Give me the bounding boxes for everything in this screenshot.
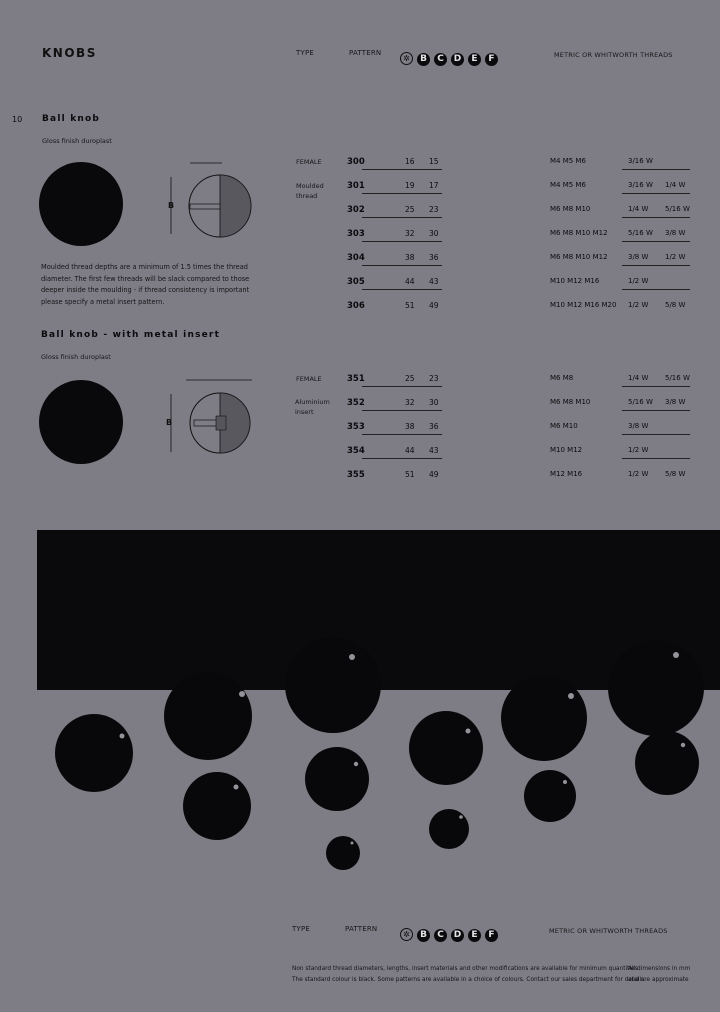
type-female-label: FEMALE — [296, 375, 322, 383]
section-subtitle: Gloss finish duroplast — [41, 353, 111, 361]
table-row: 355 51 49 M12 M16 1/2 W 5/8 W — [347, 470, 686, 480]
table-row: 300 16 15 M4 M5 M6 3/16 W — [292, 157, 692, 171]
table-row: 353 38 36 M6 M10 3/8 W — [292, 422, 692, 436]
circle-letter-e: E — [468, 929, 481, 942]
gear-icon: ✲ — [400, 52, 413, 65]
circle-letter-c: C — [434, 53, 447, 66]
circle-letter-f: F — [485, 929, 498, 942]
gear-icon: ✲ — [400, 928, 413, 941]
thread-depth-note: Moulded thread depths are a minimum of 1.5 times the thread diameter. The first few threads will be slack compared to those deeper inside the moulding - if thread consistency is important please specify a metal insert pattern. — [41, 263, 250, 306]
table-row: 351 25 23 M6 M8 1/4 W 5/16 W — [292, 374, 692, 388]
table-row: 306 51 49 M10 M12 M16 M20 1/2 W 5/8 W — [347, 301, 686, 311]
table-row: 304 38 36 M6 M8 M10 M12 3/8 W 1/2 W — [292, 253, 692, 267]
page-number: 10 — [12, 115, 23, 124]
circle-letter-d: D — [451, 53, 464, 66]
circle-letter-d: D — [451, 929, 464, 942]
threads-column-label: METRIC OR WHITWORTH THREADS — [554, 51, 673, 59]
dimension-label: B — [168, 201, 175, 210]
circle-letter-e: E — [468, 53, 481, 66]
table-row: 354 44 43 M10 M12 1/2 W — [292, 446, 692, 460]
type-female-label: FEMALE — [296, 158, 322, 166]
ball-knobs-photo — [0, 600, 720, 880]
ball-knob-image — [39, 162, 123, 246]
footer-threads-label: METRIC OR WHITWORTH THREADS — [549, 927, 668, 935]
section-title: Ball knob — [42, 114, 101, 124]
table-row: 352 32 30 M6 M8 M10 5/16 W 3/8 W — [292, 398, 692, 412]
dimension-label: B — [166, 418, 173, 427]
footer-pattern-label: PATTERN — [345, 925, 378, 933]
footer-type-label: TYPE — [292, 925, 310, 933]
footer-note-line1: Non standard thread diameters, lengths, insert materials and other modifications are available for minimum quantities. — [292, 966, 640, 972]
ball-knob-insert-diagram — [160, 372, 260, 457]
insert-type-label: Moulded thread — [296, 182, 324, 200]
section-title: Ball knob - with metal insert — [41, 330, 221, 340]
pattern-column-label: PATTERN — [349, 49, 382, 57]
circle-letter-c: C — [434, 929, 447, 942]
table-row: 303 32 30 M6 M8 M10 M12 5/16 W 3/8 W — [292, 229, 692, 243]
page-title: KNOBS — [42, 46, 97, 60]
footer-thread-type-icons — [400, 922, 502, 942]
table-row: 305 44 43 M10 M12 M16 1/2 W — [292, 277, 692, 291]
footer-note-line2: The standard colour is black. Some patterns are available in a choice of colours. Contact our sales department for details. — [292, 977, 646, 983]
ball-knob-diagram — [160, 155, 260, 240]
table-row: 302 25 23 M6 M8 M10 1/4 W 5/16 W — [292, 205, 692, 219]
insert-type-label: Aluminium insert — [295, 398, 330, 416]
table-row: 301 19 17 M4 M5 M6 3/16 W 1/4 W — [292, 181, 692, 195]
footer-dims-line1: All dimensions in mm — [628, 966, 691, 972]
thread-type-icons — [400, 46, 502, 66]
type-column-label: TYPE — [296, 49, 314, 57]
section-subtitle: Gloss finish duroplast — [42, 137, 112, 145]
circle-letter-f: F — [485, 53, 498, 66]
footer-dims-line2: and are approximate — [628, 977, 689, 983]
circle-letter-b: B — [417, 929, 430, 942]
circle-letter-b: B — [417, 53, 430, 66]
ball-knob-insert-image — [39, 380, 123, 464]
